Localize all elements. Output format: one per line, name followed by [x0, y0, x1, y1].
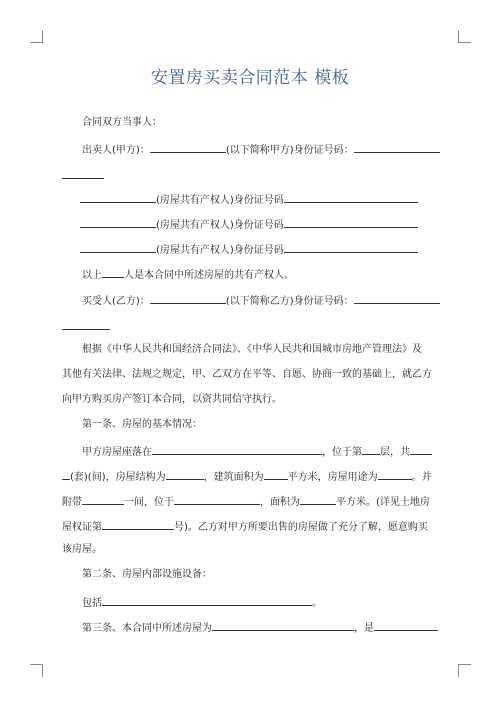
buyer-line — [82, 292, 440, 309]
article1-line-1: 甲方房屋座落在 ，位于第 层，共 — [82, 443, 432, 460]
seller-label: 出卖人(甲方)： — [82, 145, 150, 156]
coowner-id-blank[interactable] — [284, 216, 418, 228]
preamble-line-1: 根据《中华人民共和国经济合同法》、《中华人民共和国城市房地产管理法》及 — [82, 344, 422, 355]
seller-id-blank[interactable] — [354, 141, 440, 153]
house-type-blank[interactable] — [212, 619, 354, 631]
coowner-name-blank[interactable] — [80, 216, 156, 228]
total-units-blank-cont[interactable] — [62, 468, 70, 480]
crop-mark-top-right — [458, 30, 471, 43]
buyer-id-continuation — [62, 318, 110, 335]
coowner-line-2: (房屋共有产权人)身份证号码 — [80, 216, 418, 233]
seller-line — [82, 141, 440, 158]
article2-heading: 第二条、房屋内部设施设备： — [82, 569, 212, 580]
certificate-number-blank[interactable] — [102, 518, 174, 530]
buyer-id-label: (以下简称乙方)身份证号码： — [225, 296, 354, 307]
article1-heading: 第一条、房屋的基本情况： — [82, 419, 202, 430]
total-units-blank[interactable] — [410, 443, 432, 455]
coowner-summary: 以上 人是本合同中所述房屋的共有产权人。 — [82, 266, 294, 283]
coowner-count-blank[interactable] — [102, 266, 124, 278]
seller-id-blank-cont[interactable] — [62, 167, 104, 179]
buyer-name-blank[interactable] — [150, 292, 226, 304]
seller-id-label: (以下简称甲方)身份证号码： — [225, 145, 354, 156]
floor-area-blank[interactable] — [264, 468, 288, 480]
coowner-name-blank[interactable] — [80, 191, 156, 203]
article2-line-1: 包括 。 — [82, 594, 322, 611]
usage-blank[interactable] — [378, 468, 412, 480]
floor-blank[interactable] — [362, 443, 380, 455]
crop-mark-bottom-left — [30, 664, 43, 677]
buyer-id-blank[interactable] — [354, 292, 440, 304]
house-location-blank[interactable] — [152, 443, 322, 455]
article3-line-1: 第三条、本合同中所述房屋为 ，是 — [82, 619, 438, 636]
article1-line-2: (套)(间)，房屋结构为 ，建筑面积为 平方米，房屋用途为 。并 — [62, 468, 432, 485]
attachment-area-blank[interactable] — [300, 493, 336, 505]
seller-name-blank[interactable] — [150, 141, 226, 153]
coowner-id-blank[interactable] — [284, 191, 418, 203]
coowner-name-blank[interactable] — [80, 241, 156, 253]
crop-mark-bottom-right — [458, 664, 471, 677]
article1-line-4: 屋权证第 号)。乙方对甲方所要出售的房屋做了充分了解，愿意购买 — [62, 518, 428, 535]
article1-line-5: 该房屋。 — [62, 544, 102, 555]
seller-id-continuation — [62, 167, 104, 184]
buyer-label: 买受人(乙方)： — [82, 296, 150, 307]
attachment-location-blank[interactable] — [174, 493, 260, 505]
attachment-blank[interactable] — [82, 493, 124, 505]
coowner-id-blank[interactable] — [284, 241, 418, 253]
coowner-line-1: (房屋共有产权人)身份证号码 — [80, 191, 418, 208]
article1-line-3: 附带 一间，位于 ，面积为 平方米。(详见土地房 — [62, 493, 430, 510]
coowner-line-3: (房屋共有产权人)身份证号码 — [80, 241, 418, 258]
house-nature-blank[interactable] — [374, 619, 438, 631]
facilities-blank[interactable] — [102, 594, 312, 606]
document-title: 安置房买卖合同范本 模板 — [150, 68, 350, 88]
buyer-id-blank-cont[interactable] — [62, 318, 110, 330]
structure-blank[interactable] — [166, 468, 204, 480]
preamble-line-2: 其他有关法律、法规之规定，甲、乙双方在平等、自愿、协商一致的基础上，就乙方 — [62, 369, 432, 380]
parties-intro: 合同双方当事人： — [82, 117, 162, 128]
preamble-line-3: 向甲方购买房产签订本合同，以资共同信守执行。 — [62, 394, 282, 405]
crop-mark-top-left — [30, 30, 43, 43]
